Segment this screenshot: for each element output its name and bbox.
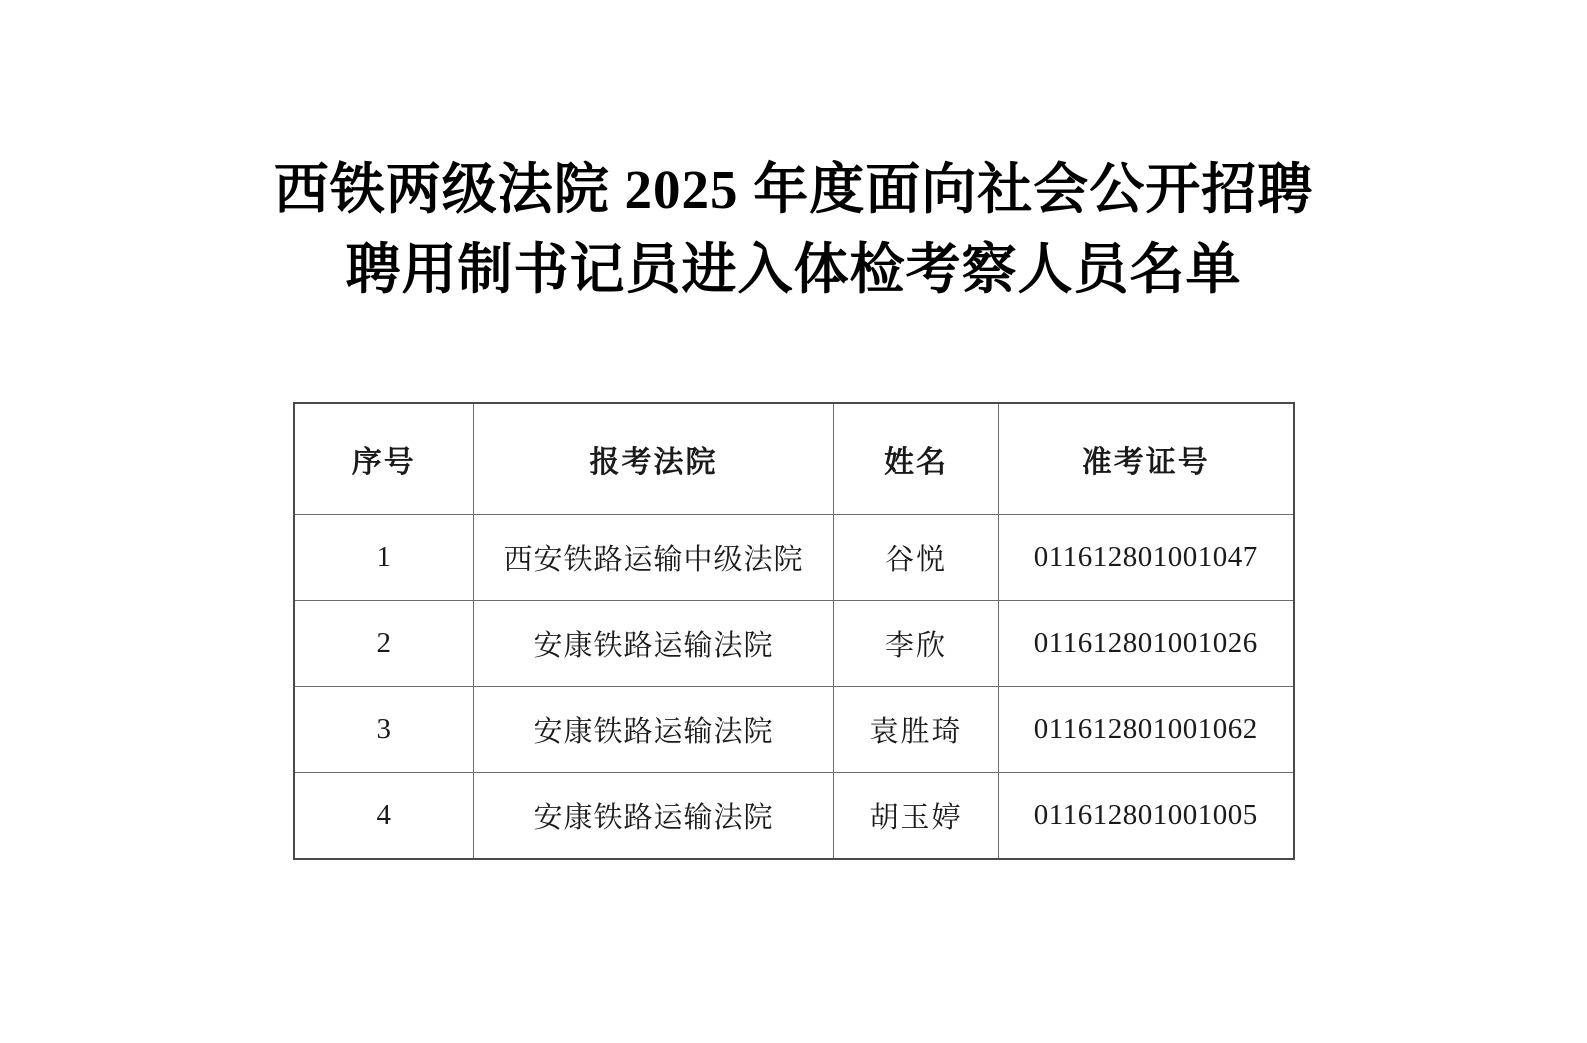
column-header-ticket: 准考证号 bbox=[999, 403, 1294, 515]
cell-ticket: 011612801001026 bbox=[999, 600, 1294, 686]
roster-table bbox=[293, 402, 1295, 860]
table-row bbox=[294, 772, 1294, 859]
cell-ticket: 011612801001062 bbox=[999, 686, 1294, 772]
cell-name: 胡玉婷 bbox=[834, 772, 999, 859]
cell-index: 2 bbox=[294, 600, 474, 686]
table-header-row bbox=[294, 403, 1294, 515]
cell-ticket: 011612801001047 bbox=[999, 514, 1294, 600]
table-row bbox=[294, 514, 1294, 600]
cell-court: 安康铁路运输法院 bbox=[474, 686, 834, 772]
column-header-name: 姓名 bbox=[834, 403, 999, 515]
page-title-line-1: 西铁两级法院 2025 年度面向社会公开招聘 bbox=[273, 159, 1314, 220]
page-title-line-2: 聘用制书记员进入体检考察人员名单 bbox=[345, 238, 1242, 300]
table-row bbox=[294, 686, 1294, 772]
column-header-court: 报考法院 bbox=[474, 403, 834, 515]
table-body bbox=[294, 514, 1294, 859]
cell-name: 袁胜琦 bbox=[834, 686, 999, 772]
table-header bbox=[294, 403, 1294, 515]
cell-court: 安康铁路运输法院 bbox=[474, 772, 834, 859]
cell-index: 3 bbox=[294, 686, 474, 772]
table-row bbox=[294, 600, 1294, 686]
cell-ticket: 011612801001005 bbox=[999, 772, 1294, 859]
cell-name: 李欣 bbox=[834, 600, 999, 686]
cell-index: 1 bbox=[294, 514, 474, 600]
roster-table-container bbox=[0, 402, 1587, 860]
cell-index: 4 bbox=[294, 772, 474, 859]
page-title bbox=[0, 0, 1587, 310]
column-header-index: 序号 bbox=[294, 403, 474, 515]
cell-name: 谷悦 bbox=[834, 514, 999, 600]
cell-court: 安康铁路运输法院 bbox=[474, 600, 834, 686]
cell-court: 西安铁路运输中级法院 bbox=[474, 514, 834, 600]
